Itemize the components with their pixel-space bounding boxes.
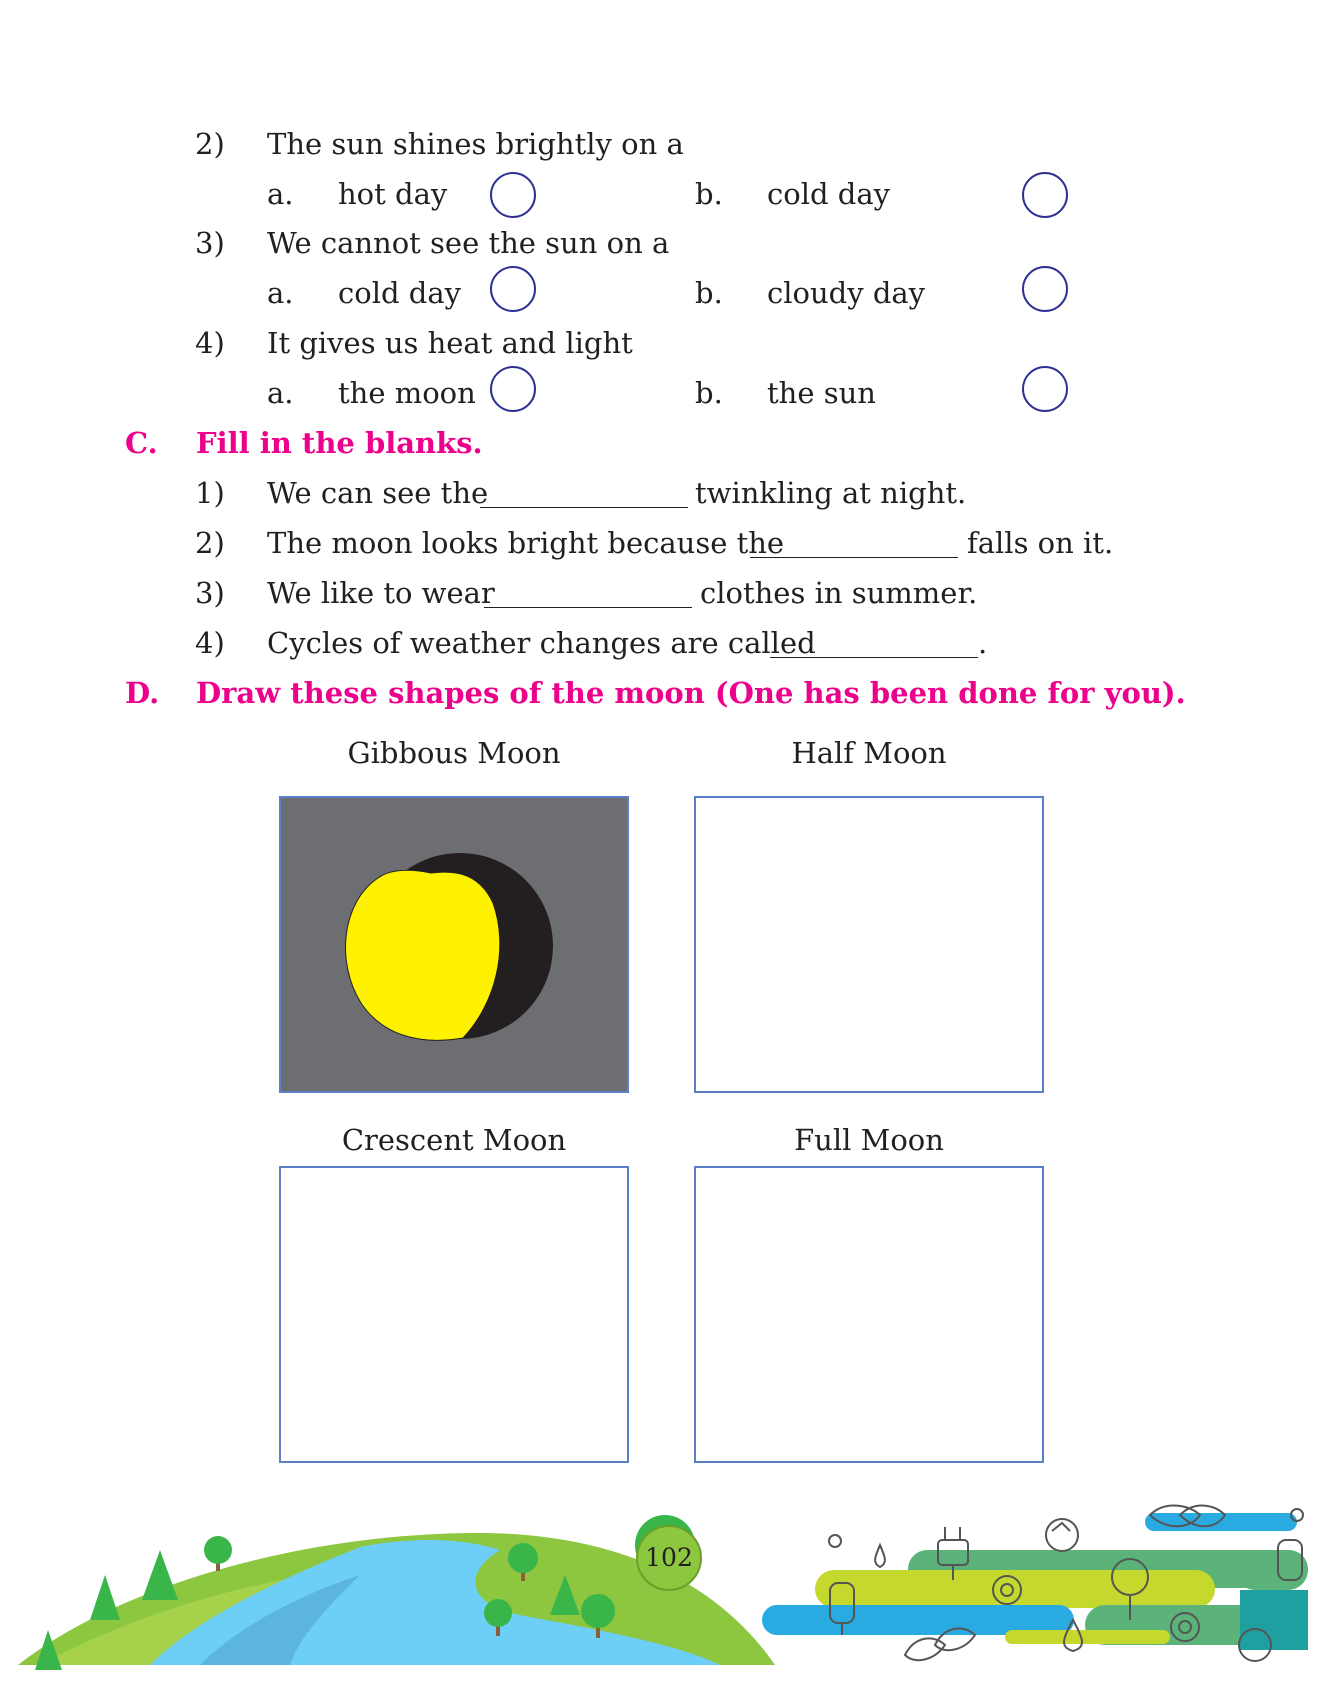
answer-circle-a[interactable] xyxy=(490,366,536,412)
crescent-moon-drawing-box[interactable] xyxy=(279,1166,629,1463)
full-moon-drawing-box[interactable] xyxy=(694,1166,1044,1463)
round-tree-icon xyxy=(204,1536,232,1571)
option-a-letter: a. xyxy=(267,177,294,211)
blank-item-before: The moon looks bright because the xyxy=(267,526,785,560)
blank-line[interactable] xyxy=(480,507,688,508)
answer-circle-b[interactable] xyxy=(1022,266,1068,312)
answer-circle-a[interactable] xyxy=(490,266,536,312)
water-drop-icon xyxy=(875,1545,885,1567)
blank-item-after: clothes in summer. xyxy=(700,576,978,610)
eco-stripe xyxy=(1235,1550,1308,1590)
option-b-text: the sun xyxy=(767,376,876,410)
option-b-letter: b. xyxy=(695,276,723,310)
pine-tree-icon xyxy=(142,1550,178,1600)
option-a-text: the moon xyxy=(338,376,476,410)
section-d-title: Draw these shapes of the moon (One has been done for you). xyxy=(196,676,1186,710)
page-number: 102 xyxy=(645,1543,693,1572)
blank-item-number: 3) xyxy=(195,576,225,610)
circle-icon xyxy=(829,1535,841,1547)
option-b-letter: b. xyxy=(695,376,723,410)
box-caption: Gibbous Moon xyxy=(347,736,561,770)
eco-stripe xyxy=(1145,1513,1297,1531)
box-caption: Full Moon xyxy=(794,1123,944,1157)
blank-item-number: 4) xyxy=(195,626,225,660)
option-a-letter: a. xyxy=(267,276,294,310)
option-a-letter: a. xyxy=(267,376,294,410)
question-number: 2) xyxy=(195,127,225,161)
blank-item-before: We can see the xyxy=(267,476,489,510)
moon-lit-part xyxy=(346,870,500,1040)
blank-item-after: falls on it. xyxy=(967,526,1114,560)
blank-item-before: We like to wear xyxy=(267,576,495,610)
option-b-text: cloudy day xyxy=(767,276,926,310)
eco-stripe xyxy=(1240,1590,1308,1650)
blank-line[interactable] xyxy=(750,557,958,558)
section-d-letter: D. xyxy=(125,676,160,710)
box-caption: Half Moon xyxy=(791,736,947,770)
question-text: It gives us heat and light xyxy=(267,326,633,360)
question-number: 4) xyxy=(195,326,225,360)
section-c-title: Fill in the blanks. xyxy=(196,426,483,460)
question-text: The sun shines brightly on a xyxy=(267,127,684,161)
option-a-text: hot day xyxy=(338,177,448,211)
recycle-icon xyxy=(1046,1519,1078,1551)
section-c-letter: C. xyxy=(125,426,158,460)
half-moon-drawing-box[interactable] xyxy=(694,796,1044,1093)
blank-line[interactable] xyxy=(770,657,978,658)
question-text: We cannot see the sun on a xyxy=(267,226,670,260)
eco-stripe xyxy=(1005,1630,1170,1644)
blank-item-number: 2) xyxy=(195,526,225,560)
pine-tree-icon xyxy=(90,1575,120,1620)
answer-circle-b[interactable] xyxy=(1022,172,1068,218)
option-b-text: cold day xyxy=(767,177,890,211)
blank-item-before: Cycles of weather changes are called xyxy=(267,626,816,660)
option-a-text: cold day xyxy=(338,276,461,310)
gibbous-moon-box xyxy=(279,796,629,1093)
blank-item-number: 1) xyxy=(195,476,225,510)
blank-line[interactable] xyxy=(484,607,692,608)
answer-circle-a[interactable] xyxy=(490,172,536,218)
box-caption: Crescent Moon xyxy=(341,1123,567,1157)
blank-item-after: twinkling at night. xyxy=(695,476,967,510)
gibbous-moon-illustration xyxy=(281,798,627,1091)
blank-item-after: . xyxy=(978,626,988,660)
option-b-letter: b. xyxy=(695,177,723,211)
answer-circle-b[interactable] xyxy=(1022,366,1068,412)
page-number-badge xyxy=(636,1525,702,1591)
question-number: 3) xyxy=(195,226,225,260)
